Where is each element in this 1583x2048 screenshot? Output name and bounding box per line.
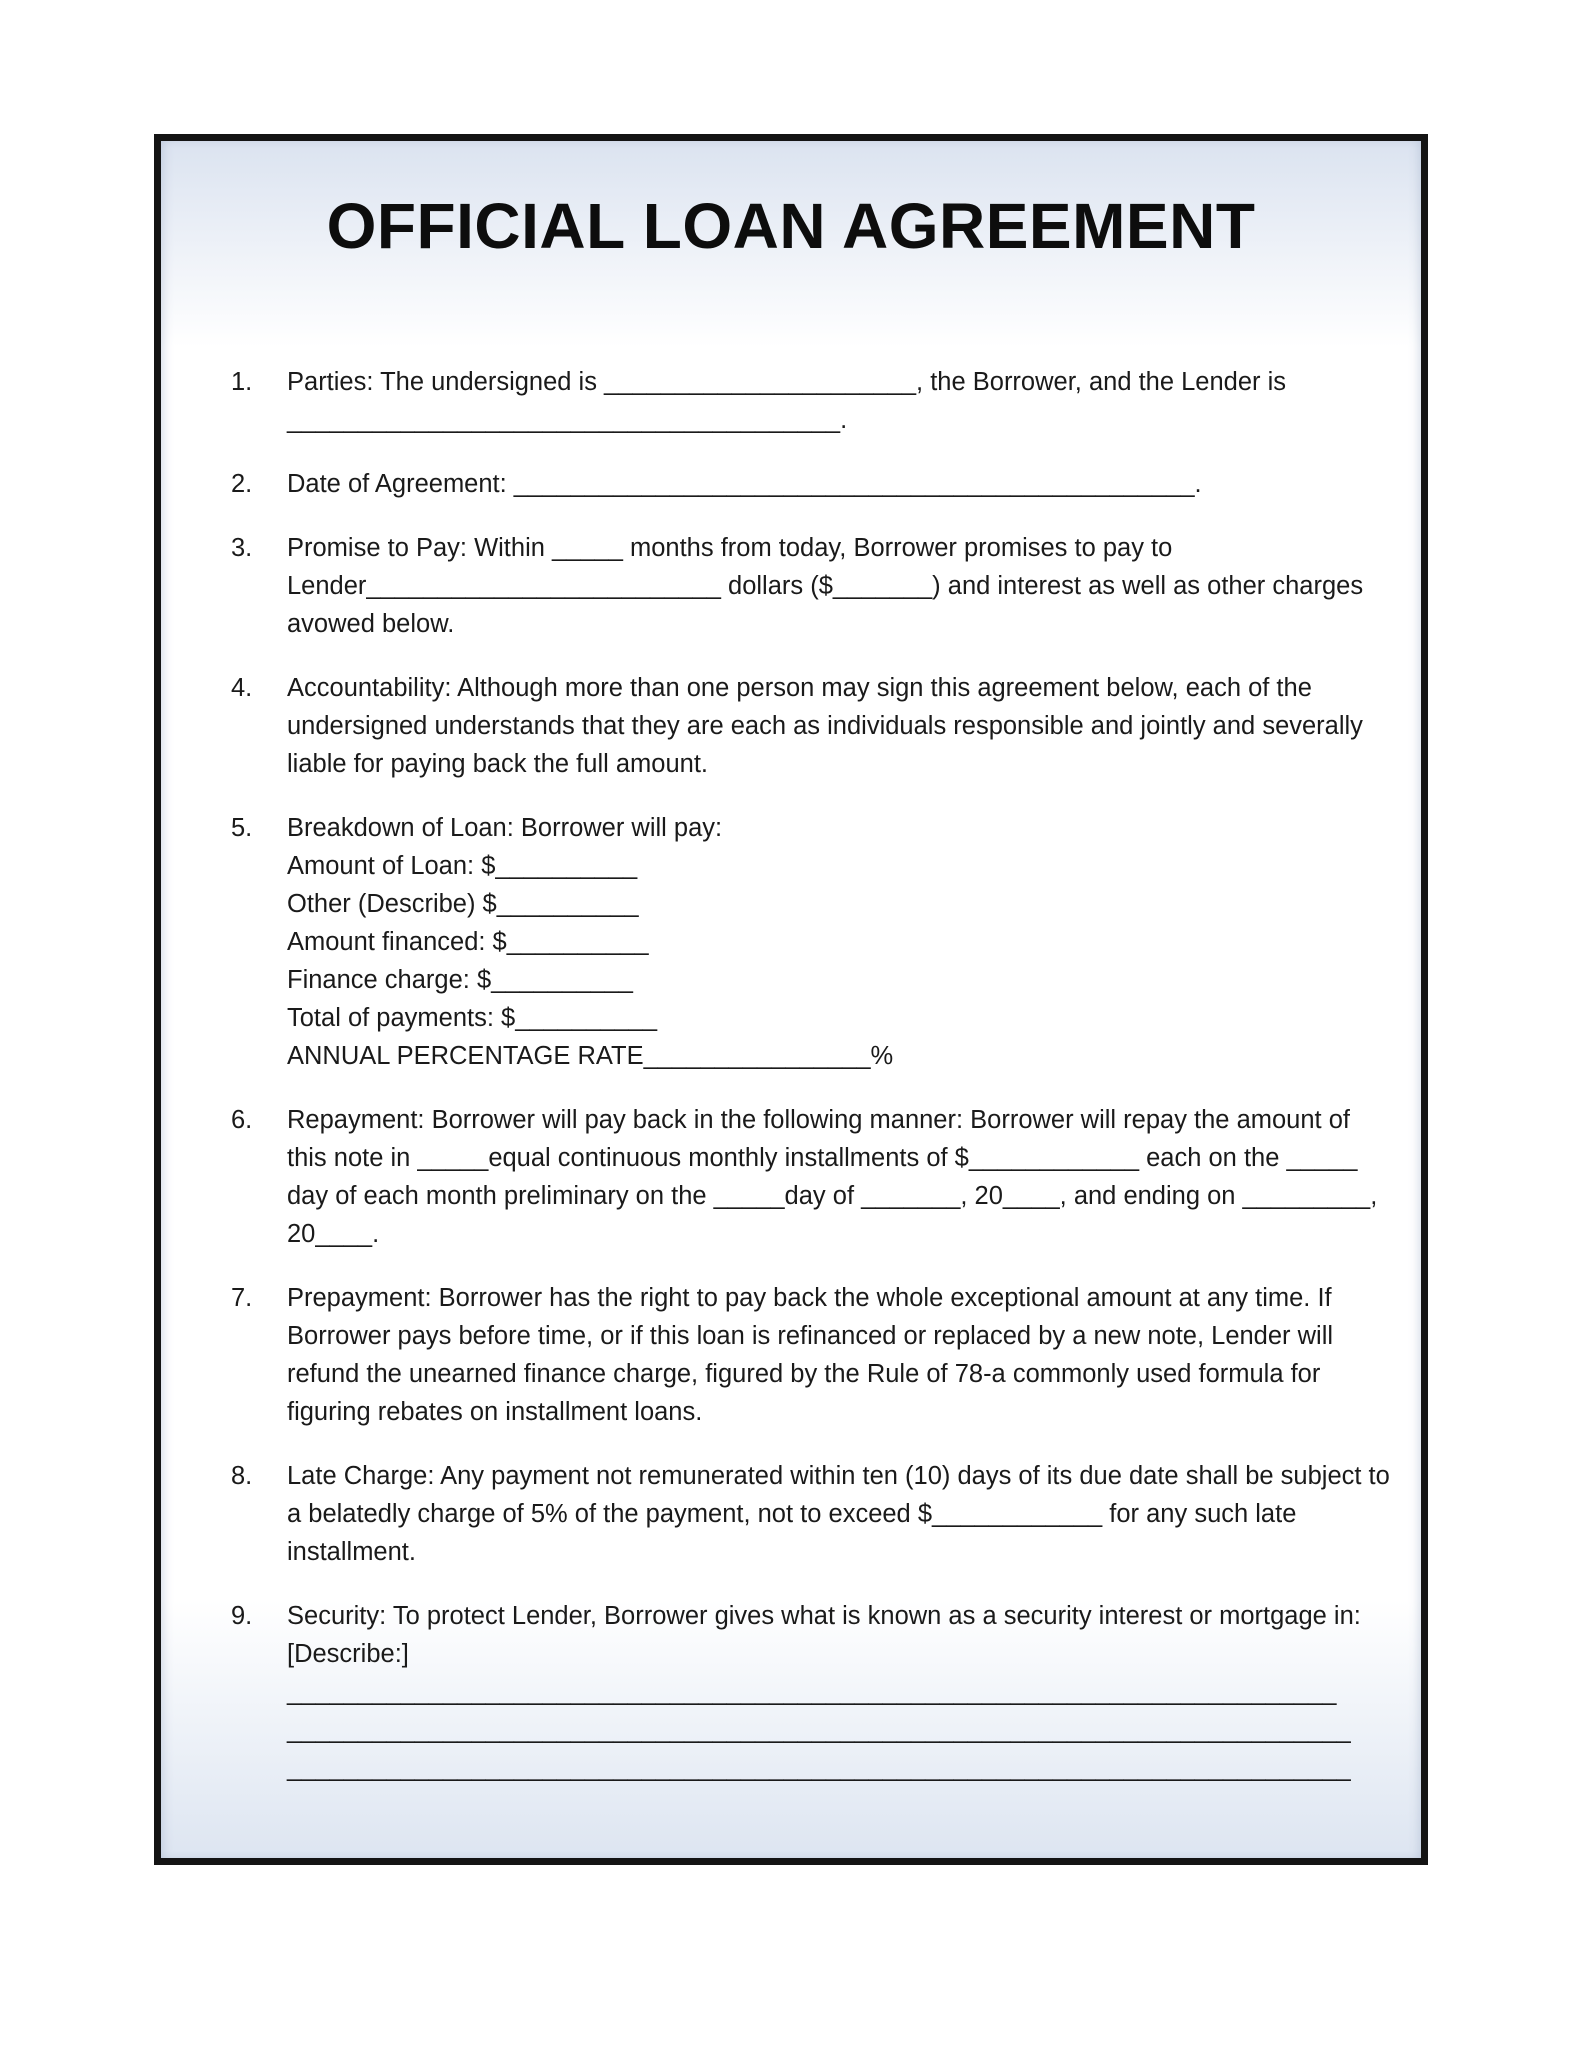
clause-text-line: Amount financed: $__________ bbox=[287, 928, 649, 956]
clause-text-line: _______________________________________. bbox=[287, 406, 848, 434]
clause-number: 9. bbox=[231, 1602, 253, 1630]
clause-1 bbox=[231, 363, 1381, 439]
clause-text-line: installment. bbox=[287, 1538, 416, 1566]
clause-text-line: refund the unearned finance charge, figured by the Rule of 78-a commonly used formula for bbox=[287, 1360, 1321, 1388]
clause-text-line: Finance charge: $__________ bbox=[287, 966, 633, 994]
clause-number: 4. bbox=[231, 674, 253, 702]
clause-text-line: day of each month preliminary on the _____day of _______, 20____, and ending on _________, bbox=[287, 1182, 1378, 1210]
clause-number: 7. bbox=[231, 1284, 253, 1312]
document-frame bbox=[154, 134, 1428, 1865]
clause-number: 2. bbox=[231, 470, 253, 498]
clause-7 bbox=[231, 1279, 1381, 1431]
clause-text-line: [Describe:] bbox=[287, 1640, 409, 1668]
clause-5 bbox=[231, 809, 1381, 1075]
clause-number: 6. bbox=[231, 1106, 253, 1134]
clause-text-line: avowed below. bbox=[287, 610, 455, 638]
clause-number: 5. bbox=[231, 814, 253, 842]
clause-2 bbox=[231, 465, 1381, 503]
clause-text-line: Other (Describe) $__________ bbox=[287, 890, 639, 918]
clause-text-line: undersigned understands that they are each as individuals responsible and jointly and severally bbox=[287, 712, 1363, 740]
clause-text-line: 20____. bbox=[287, 1220, 380, 1248]
clause-4 bbox=[231, 669, 1381, 783]
clause-text-line: Amount of Loan: $__________ bbox=[287, 852, 638, 880]
clause-text-line: Breakdown of Loan: Borrower will pay: bbox=[287, 814, 723, 842]
clause-text-line: Promise to Pay: Within _____ months from today, Borrower promises to pay to bbox=[287, 534, 1173, 562]
clause-text-line: Parties: The undersigned is ______________________, the Borrower, and the Lender is bbox=[287, 368, 1287, 396]
clause-number: 1. bbox=[231, 368, 253, 396]
clause-text-line: Late Charge: Any payment not remunerated within ten (10) days of its due date shall be subject to bbox=[287, 1462, 1390, 1490]
clause-text-line: liable for paying back the full amount. bbox=[287, 750, 708, 778]
clause-text-line: this note in _____equal continuous monthly installments of $____________ each on the _____ bbox=[287, 1144, 1358, 1172]
clause-number: 8. bbox=[231, 1462, 253, 1490]
clause-text-line: ___________________________________________________________________________ bbox=[287, 1716, 1351, 1744]
document-title: OFFICIAL LOAN AGREEMENT bbox=[326, 190, 1256, 262]
clause-6 bbox=[231, 1101, 1381, 1253]
clause-text-line: Prepayment: Borrower has the right to pay back the whole exceptional amount at any time. If bbox=[287, 1284, 1332, 1312]
clause-text-line: Total of payments: $__________ bbox=[287, 1004, 658, 1032]
clause-3 bbox=[231, 529, 1381, 643]
clause-text-line: figuring rebates on installment loans. bbox=[287, 1398, 703, 1426]
clause-text-line: Lender_________________________ dollars ($_______) and interest as well as other charges bbox=[287, 572, 1364, 600]
clause-text-line: Borrower pays before time, or if this loan is refinanced or replaced by a new note, Lender will bbox=[287, 1322, 1334, 1350]
clause-list bbox=[231, 363, 1390, 1813]
clause-9 bbox=[231, 1597, 1381, 1787]
clause-text-line: __________________________________________________________________________ bbox=[287, 1678, 1337, 1706]
clause-text-line: Date of Agreement: ________________________________________________. bbox=[287, 470, 1202, 498]
clause-text-line: a belatedly charge of 5% of the payment, not to exceed $____________ for any such late bbox=[287, 1500, 1297, 1528]
clause-text-line: Security: To protect Lender, Borrower gives what is known as a security interest or mortgage in: bbox=[287, 1602, 1361, 1630]
clause-8 bbox=[231, 1457, 1390, 1571]
clause-text-line: ___________________________________________________________________________ bbox=[287, 1754, 1351, 1782]
clause-text-line: Accountability: Although more than one person may sign this agreement below, each of the bbox=[287, 674, 1312, 702]
clause-text-line: Repayment: Borrower will pay back in the following manner: Borrower will repay the amount of bbox=[287, 1106, 1350, 1134]
clause-text-line: ANNUAL PERCENTAGE RATE________________% bbox=[287, 1042, 894, 1070]
clause-number: 3. bbox=[231, 534, 253, 562]
